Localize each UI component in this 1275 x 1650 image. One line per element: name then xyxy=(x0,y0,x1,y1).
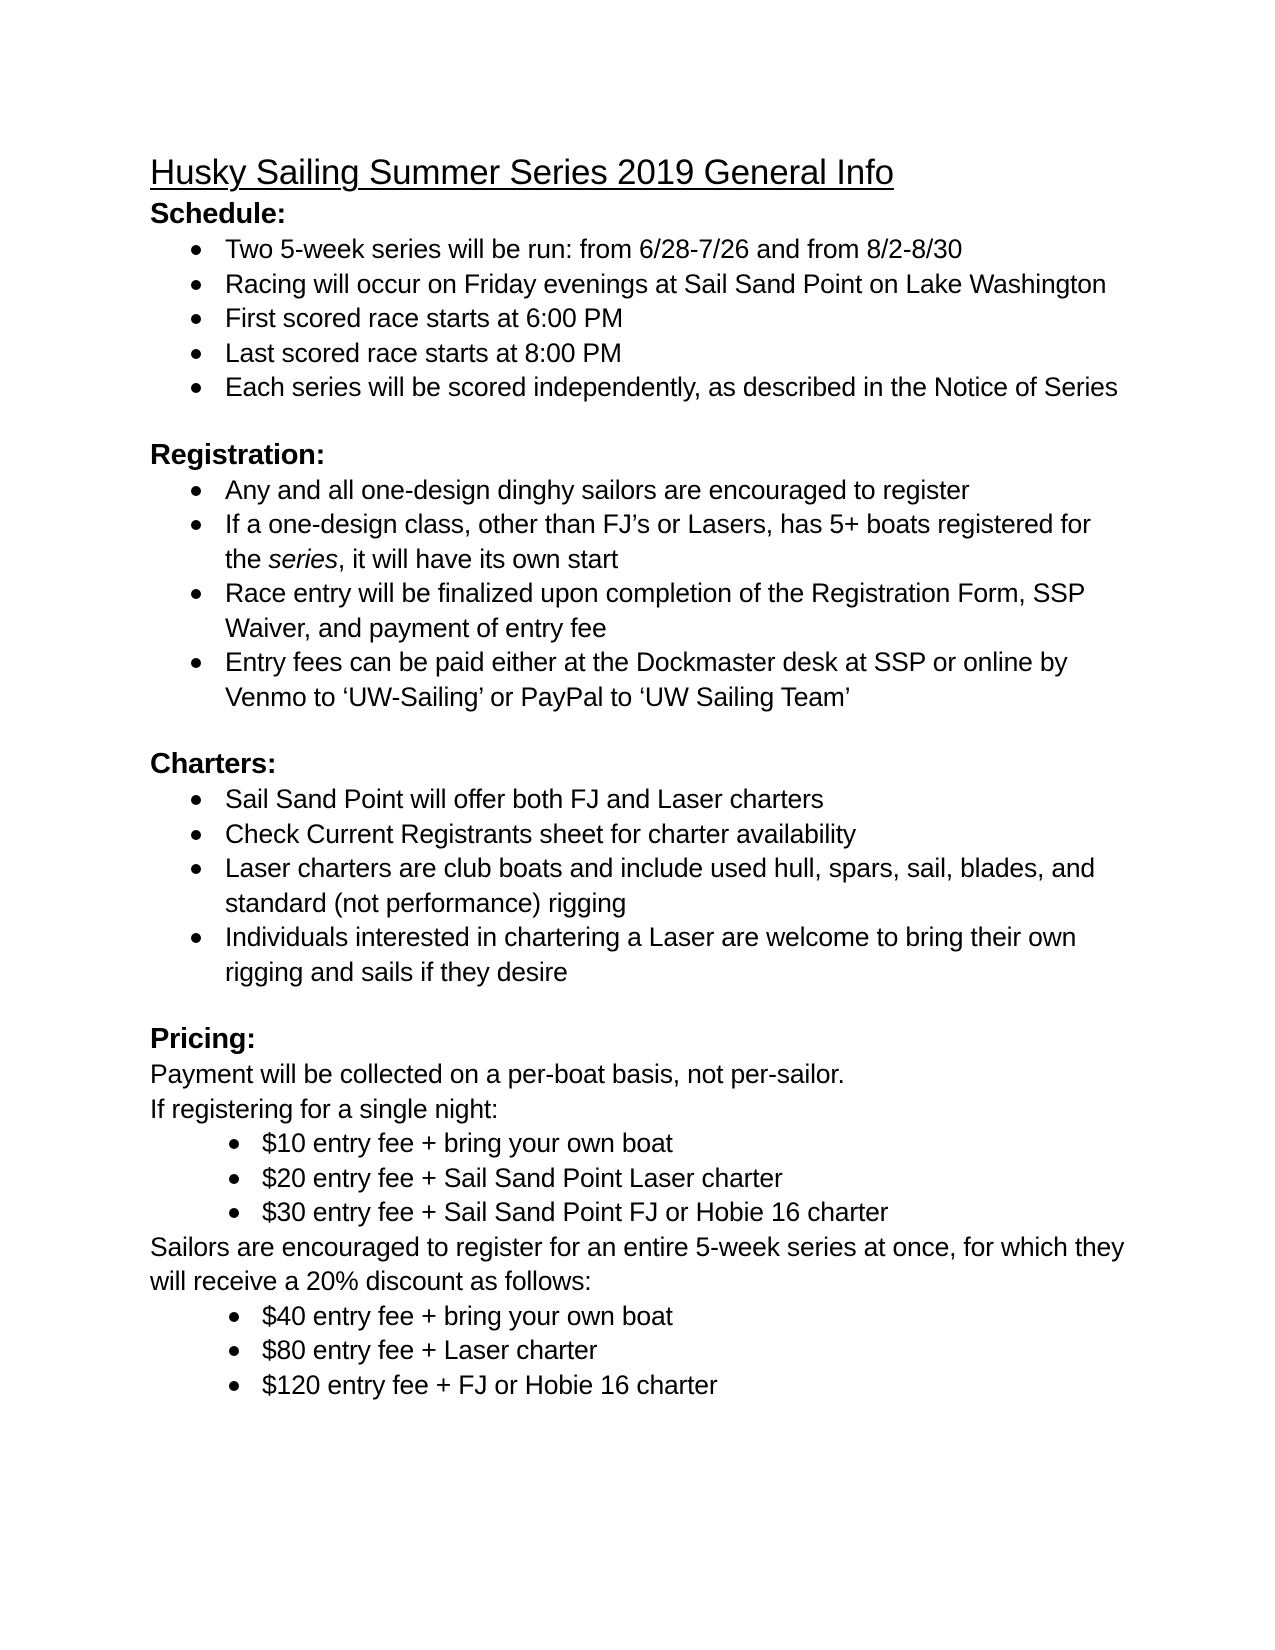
list-item: Racing will occur on Friday evenings at Sail Sand Point on Lake Washington xyxy=(150,267,1130,302)
charters-section xyxy=(150,746,1130,989)
list-item-text: If a one-design class, other than FJ’s or Lasers, has 5+ boats registered for the xyxy=(225,509,1091,574)
document-title: Husky Sailing Summer Series 2019 General Info xyxy=(150,153,894,192)
list-item: First scored race starts at 6:00 PM xyxy=(150,301,1130,336)
document-page xyxy=(150,150,1130,1434)
list-item: $120 entry fee + FJ or Hobie 16 charter xyxy=(150,1368,1130,1403)
single-night-price-list xyxy=(150,1126,1130,1230)
list-item: Each series will be scored independently, as described in the Notice of Series xyxy=(150,370,1130,405)
full-series-price-list xyxy=(150,1299,1130,1403)
list-item: $80 entry fee + Laser charter xyxy=(150,1333,1130,1368)
schedule-list xyxy=(150,232,1130,405)
pricing-intro-single-night: If registering for a single night: xyxy=(150,1093,499,1124)
list-item: Last scored race starts at 8:00 PM xyxy=(150,336,1130,371)
list-item: $40 entry fee + bring your own boat xyxy=(150,1299,1130,1334)
list-item: Individuals interested in chartering a Laser are welcome to bring their own rigging and sails if they desire xyxy=(150,920,1130,989)
list-item xyxy=(150,507,1130,576)
pricing-section xyxy=(150,1021,1130,1402)
pricing-series-note: Sailors are encouraged to register for an entire 5-week series at once, for which they will receive a 20% discount as follows: xyxy=(150,1231,1125,1296)
schedule-heading: Schedule: xyxy=(150,198,286,230)
pricing-heading: Pricing: xyxy=(150,1023,256,1055)
list-item: $20 entry fee + Sail Sand Point Laser charter xyxy=(150,1161,1130,1196)
registration-list xyxy=(150,473,1130,715)
list-item: Any and all one-design dinghy sailors are encouraged to register xyxy=(150,473,1130,508)
list-item: $10 entry fee + bring your own boat xyxy=(150,1126,1130,1161)
list-item: $30 entry fee + Sail Sand Point FJ or Hobie 16 charter xyxy=(150,1195,1130,1230)
list-item: Entry fees can be paid either at the Dockmaster desk at SSP or online by Venmo to ‘UW-Sailing’ or PayPal to ‘UW Sailing Team’ xyxy=(150,645,1130,714)
list-item: Two 5-week series will be run: from 6/28-7/26 and from 8/2-8/30 xyxy=(150,232,1130,267)
schedule-section xyxy=(150,196,1130,405)
list-item: Race entry will be finalized upon completion of the Registration Form, SSP Waiver, and payment of entry fee xyxy=(150,576,1130,645)
charters-list xyxy=(150,782,1130,989)
charters-heading: Charters: xyxy=(150,748,277,780)
list-item-text: , it will have its own start xyxy=(337,543,619,574)
list-item: Check Current Registrants sheet for charter availability xyxy=(150,817,1130,852)
list-item: Sail Sand Point will offer both FJ and Laser charters xyxy=(150,782,1130,817)
pricing-intro-payment: Payment will be collected on a per-boat basis, not per-sailor. xyxy=(150,1059,845,1089)
registration-section xyxy=(150,437,1130,715)
emphasis-text: series xyxy=(268,543,338,574)
registration-heading: Registration: xyxy=(150,438,325,471)
list-item: Laser charters are club boats and include used hull, spars, sail, blades, and standard (not performance) rigging xyxy=(150,851,1130,920)
